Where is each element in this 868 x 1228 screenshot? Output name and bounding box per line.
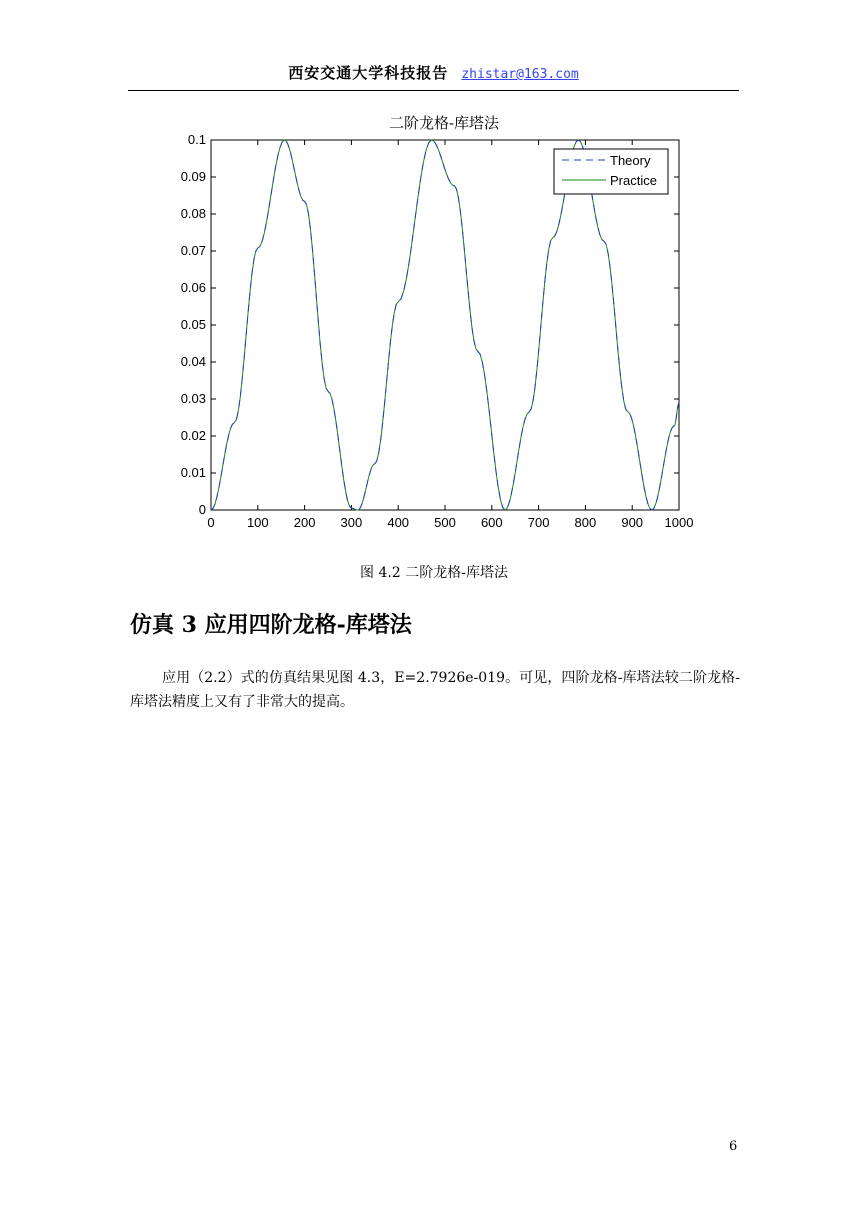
y-tick-label: 0.04 [180,354,206,369]
x-tick-label: 400 [387,515,410,530]
y-tick-label: 0.1 [187,132,206,147]
x-tick-label: 0 [207,515,215,530]
y-tick-label: 0.01 [180,465,206,480]
legend-label-practice: Practice [610,173,657,188]
page-number: 6 [729,1139,738,1154]
chart-title: 二阶龙格-库塔法 [388,114,500,132]
y-tick-label: 0 [198,502,206,517]
x-tick-label: 700 [527,515,550,530]
x-tick-label: 500 [434,515,456,530]
y-tick-label: 0.02 [180,428,206,443]
y-tick-label: 0.03 [180,391,206,406]
body-paragraph: 应用（2.2）式的仿真结果见图 4.3，E=2.7926e-019。可见，四阶龙格-库塔法较二阶龙格-库塔法精度上又有了非常大的提高。 [130,670,740,710]
y-tick-label: 0.05 [180,317,206,332]
x-tick-label: 600 [480,515,503,530]
section-title: 仿真 3 应用四阶龙格-库塔法 [130,612,412,638]
page-header [128,62,739,91]
email-link[interactable]: zhistar@163.com [461,67,579,82]
plot-area [211,140,679,510]
x-tick-label: 300 [340,515,363,530]
rk2-chart [160,108,720,548]
x-tick-label: 900 [621,515,644,530]
y-tick-label: 0.06 [180,280,206,295]
x-tick-label: 800 [574,515,597,530]
legend-label-theory: Theory [610,153,651,168]
legend [554,149,668,194]
x-tick-label: 200 [293,515,316,530]
y-tick-label: 0.07 [180,243,206,258]
report-title: 西安交通大学科技报告 [288,64,449,82]
y-tick-label: 0.09 [180,169,206,184]
figure-caption: 图 4.2 二阶龙格-库塔法 [360,565,508,581]
x-tick-label: 1000 [664,515,694,530]
y-tick-label: 0.08 [180,206,206,221]
x-tick-label: 100 [246,515,269,530]
